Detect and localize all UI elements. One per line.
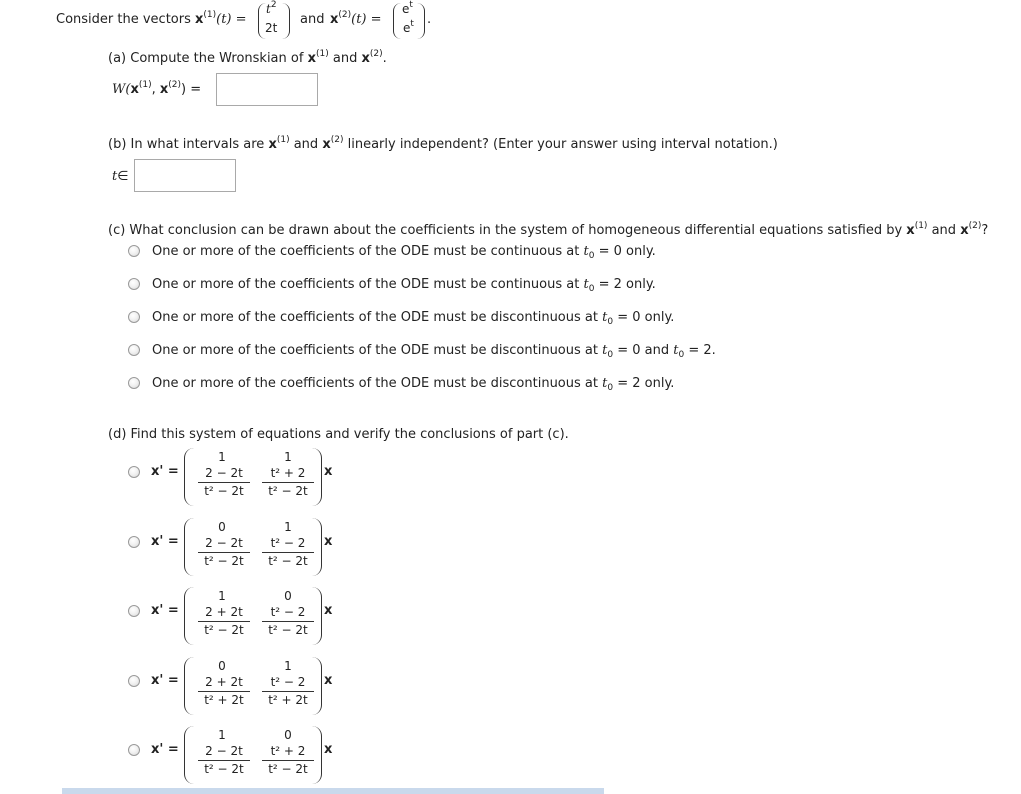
part-c-option-2-label[interactable] (152, 277, 656, 292)
matrix-rhs: x (324, 603, 333, 618)
matrix-b1-denominator: t² − 2t (204, 762, 244, 776)
part-b-prompt (108, 137, 778, 152)
wronskian-x1: x (130, 82, 139, 97)
part-c-option-2-radio[interactable] (128, 278, 140, 290)
fraction-bar (198, 691, 250, 692)
t0-sub: 0 (588, 284, 595, 294)
t0-sub: 0 (607, 383, 614, 393)
x2-argument: (t) = (351, 12, 382, 27)
part-c-x2-sup: (2) (968, 221, 982, 231)
part-a-x1: x (307, 51, 316, 66)
part-c-and: and (931, 223, 957, 238)
part-a-x2: x (361, 51, 370, 66)
option-text: One or more of the coefficients of the ODE must be discontinuous at (152, 376, 598, 391)
matrix-b2-denominator: t² − 2t (268, 623, 308, 637)
matrix-a12: 1 (284, 520, 292, 534)
matrix-b2-fraction (262, 744, 314, 776)
part-a-and: and (332, 51, 358, 66)
x1-symbol: x (195, 12, 204, 27)
matrix-rhs: x (324, 534, 333, 549)
part-c-end: ? (981, 223, 989, 238)
vectors-and: and (300, 12, 325, 27)
t0-sub: 0 (588, 251, 595, 261)
option-extra: = 2. (684, 343, 716, 358)
matrix-b2-fraction (262, 466, 314, 498)
part-c-x2: x (960, 223, 969, 238)
fraction-bar (262, 760, 314, 761)
matrix-lhs: x' = (151, 742, 179, 757)
x2-superscript: (2) (338, 10, 352, 20)
x2-symbol: x (330, 12, 339, 27)
x1-right-paren (282, 3, 290, 39)
part-c-option-4-label[interactable] (152, 343, 716, 358)
fraction-bar (198, 552, 250, 553)
matrix-b2-numerator: t² + 2 (270, 466, 306, 480)
element-of-symbol: ∈ (117, 169, 129, 184)
matrix-a11: 0 (218, 520, 226, 534)
wronskian-comma: , (151, 82, 156, 97)
wronskian-x1-sup: (1) (138, 80, 152, 90)
part-a-x2-sup: (2) (369, 49, 383, 59)
part-c-option-5-radio[interactable] (128, 377, 140, 389)
matrix-b2-denominator: t² − 2t (268, 762, 308, 776)
intro-text: Consider the vectors (56, 12, 191, 27)
x2-top-base: e (402, 2, 410, 16)
part-c-prompt-text: (c) What conclusion can be drawn about the coefficients in the system of homogeneous differential equations satisfied by (108, 223, 903, 238)
matrix-b1-numerator: 2 − 2t (205, 466, 243, 480)
matrix-b2-denominator: t² − 2t (268, 554, 308, 568)
header-period: . (427, 12, 432, 27)
part-d-option-4-radio[interactable] (128, 675, 140, 687)
x1-superscript: (1) (203, 10, 217, 20)
x2-bottom-entry (403, 21, 414, 35)
x1-top-entry (266, 2, 277, 16)
wronskian-label (112, 82, 201, 97)
matrix-a11: 1 (218, 728, 226, 742)
part-b-and: and (293, 137, 319, 152)
matrix-a12: 1 (284, 659, 292, 673)
matrix-a11: 0 (218, 659, 226, 673)
part-c-option-1-radio[interactable] (128, 245, 140, 257)
matrix-b2-numerator: t² − 2 (270, 675, 306, 689)
matrix-right-paren (312, 518, 322, 576)
matrix-b1-fraction (198, 744, 250, 776)
x1-argument: (t) = (216, 12, 247, 27)
interval-label (112, 169, 129, 184)
x2-right-paren (417, 3, 425, 39)
part-a-x1-sup: (1) (315, 49, 329, 59)
fraction-bar (198, 760, 250, 761)
matrix-rhs: x (324, 464, 333, 479)
fraction-bar (262, 482, 314, 483)
matrix-b1-numerator: 2 − 2t (205, 536, 243, 550)
matrix-b1-denominator: t² + 2t (204, 693, 244, 707)
part-b-x1-sup: (1) (276, 135, 290, 145)
part-c-x1-sup: (1) (914, 221, 928, 231)
matrix-left-paren (184, 448, 194, 506)
matrix-b2-numerator: t² − 2 (270, 605, 306, 619)
part-c-option-1-label[interactable] (152, 244, 656, 259)
fraction-bar (198, 621, 250, 622)
t0-var: t (602, 376, 608, 391)
t0-sub: 0 (607, 350, 614, 360)
matrix-b1-numerator: 2 − 2t (205, 744, 243, 758)
part-d-option-5-radio[interactable] (128, 744, 140, 756)
matrix-right-paren (312, 657, 322, 715)
wronskian-equals: ) = (181, 82, 202, 97)
option-text: One or more of the coefficients of the ODE must be discontinuous at (152, 310, 598, 325)
fraction-bar (262, 552, 314, 553)
t0-var: t (583, 244, 589, 259)
matrix-right-paren (312, 448, 322, 506)
matrix-left-paren (184, 587, 194, 645)
part-a-end: . (382, 51, 387, 66)
matrix-b1-numerator: 2 + 2t (205, 605, 243, 619)
t0-sub-2: 0 (678, 350, 685, 360)
part-d-option-2-radio[interactable] (128, 536, 140, 548)
matrix-a12: 1 (284, 450, 292, 464)
matrix-b1-fraction (198, 536, 250, 568)
interval-answer-input[interactable] (134, 159, 236, 192)
matrix-left-paren (184, 726, 194, 784)
matrix-b2-fraction (262, 675, 314, 707)
matrix-a11: 1 (218, 589, 226, 603)
matrix-b1-fraction (198, 605, 250, 637)
t0-var-2: t (673, 343, 679, 358)
part-a-prompt (108, 51, 387, 66)
x2-bottom-base: e (403, 21, 411, 35)
part-c-option-4-radio[interactable] (128, 344, 140, 356)
option-eq: = 2 only. (613, 376, 675, 391)
fraction-bar (198, 482, 250, 483)
x2-top-entry (402, 2, 413, 16)
vectors-intro (56, 12, 247, 27)
matrix-left-paren (184, 657, 194, 715)
t0-var: t (602, 310, 608, 325)
part-c-prompt (108, 223, 988, 238)
matrix-lhs: x' = (151, 673, 179, 688)
part-b-prompt-post: linearly independent? (Enter your answer using interval notation.) (347, 137, 778, 152)
matrix-b1-numerator: 2 + 2t (205, 675, 243, 689)
interval-t: t (112, 169, 118, 184)
matrix-a12: 0 (284, 589, 292, 603)
option-eq: = 0 only. (594, 244, 656, 259)
matrix-b2-denominator: t² − 2t (268, 484, 308, 498)
matrix-b2-denominator: t² + 2t (268, 693, 308, 707)
matrix-right-paren (312, 726, 322, 784)
t0-var: t (602, 343, 608, 358)
matrix-b1-denominator: t² − 2t (204, 484, 244, 498)
option-text: One or more of the coefficients of the ODE must be discontinuous at (152, 343, 598, 358)
matrix-lhs: x' = (151, 534, 179, 549)
part-b-x2: x (322, 137, 331, 152)
matrix-a12: 0 (284, 728, 292, 742)
x2-top-sup: t (409, 0, 413, 10)
part-c-x1: x (906, 223, 915, 238)
fraction-bar (262, 621, 314, 622)
matrix-b1-denominator: t² − 2t (204, 623, 244, 637)
matrix-b1-fraction (198, 675, 250, 707)
matrix-b2-fraction (262, 536, 314, 568)
matrix-b2-fraction (262, 605, 314, 637)
part-d-option-1-radio[interactable] (128, 466, 140, 478)
matrix-a11: 1 (218, 450, 226, 464)
x1-top-sup: 2 (270, 0, 277, 10)
part-d-option-3-radio[interactable] (128, 605, 140, 617)
matrix-rhs: x (324, 742, 333, 757)
wronskian-w: W( (112, 82, 131, 97)
matrix-b1-fraction (198, 466, 250, 498)
matrix-right-paren (312, 587, 322, 645)
x1-bottom-entry: 2t (265, 21, 278, 35)
fraction-bar (262, 691, 314, 692)
part-c-option-3-label[interactable] (152, 310, 674, 325)
option-eq: = 2 only. (594, 277, 656, 292)
t0-var: t (583, 277, 589, 292)
option-eq: = 0 only. (613, 310, 675, 325)
matrix-left-paren (184, 518, 194, 576)
part-c-option-3-radio[interactable] (128, 311, 140, 323)
part-d-prompt: (d) Find this system of equations and verify the conclusions of part (c). (108, 427, 569, 442)
matrix-rhs: x (324, 673, 333, 688)
t0-sub: 0 (607, 317, 614, 327)
matrix-lhs: x' = (151, 464, 179, 479)
part-b-x1: x (268, 137, 277, 152)
matrix-lhs: x' = (151, 603, 179, 618)
matrix-b1-denominator: t² − 2t (204, 554, 244, 568)
matrix-b2-numerator: t² + 2 (270, 744, 306, 758)
wronskian-x2: x (159, 82, 169, 97)
wronskian-answer-input[interactable] (216, 73, 318, 106)
part-b-prompt-text: (b) In what intervals are (108, 137, 265, 152)
option-text: One or more of the coefficients of the ODE must be continuous at (152, 277, 580, 292)
part-c-option-5-label[interactable] (152, 376, 674, 391)
matrix-b2-numerator: t² − 2 (270, 536, 306, 550)
part-b-x2-sup: (2) (330, 135, 344, 145)
x1-top-var: t (266, 2, 271, 16)
x2-label (330, 12, 382, 27)
option-eq: = 0 and (613, 343, 674, 358)
x2-left-paren (393, 3, 401, 39)
x2-bottom-sup: t (410, 19, 414, 29)
option-text: One or more of the coefficients of the ODE must be continuous at (152, 244, 580, 259)
bottom-scroll-bar (62, 788, 604, 794)
part-a-prompt-text: (a) Compute the Wronskian of (108, 51, 304, 66)
wronskian-x2-sup: (2) (168, 80, 181, 90)
